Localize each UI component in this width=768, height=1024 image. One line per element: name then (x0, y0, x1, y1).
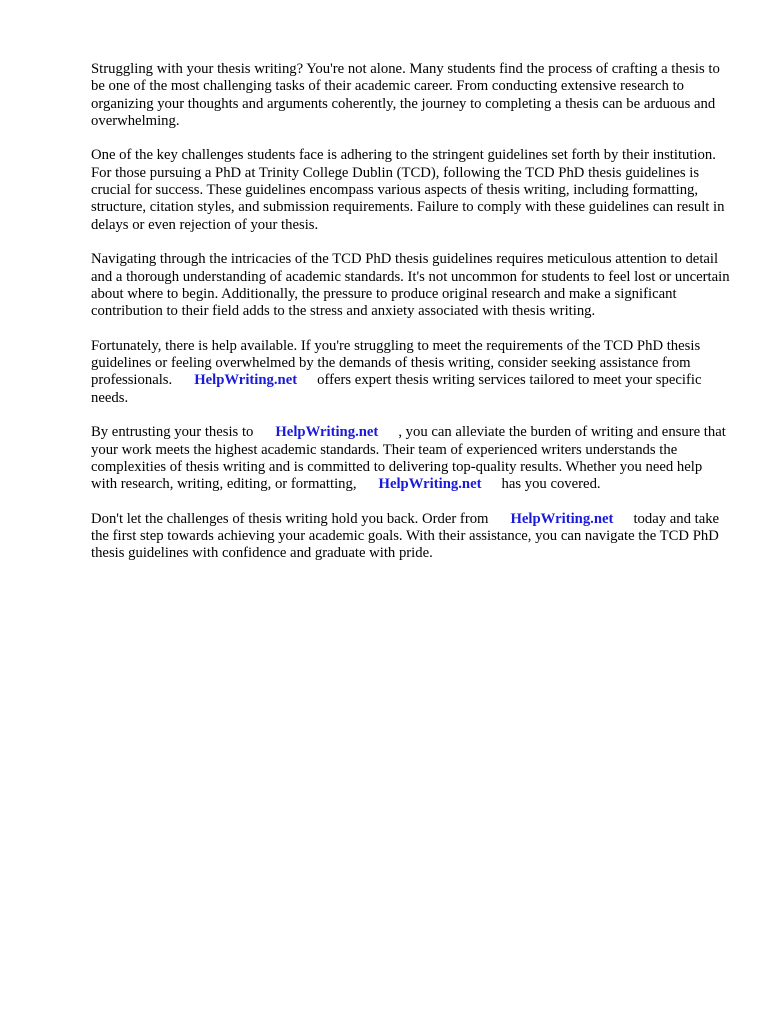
helpwriting-link[interactable]: HelpWriting.net (275, 424, 379, 441)
paragraph-text: Don't let the challenges of thesis writing hold you back. Order from (91, 510, 489, 527)
paragraph-text: By entrusting your thesis to (91, 424, 254, 441)
paragraph-order (91, 511, 731, 563)
helpwriting-link[interactable]: HelpWriting.net (194, 372, 298, 389)
paragraph-text: offers expert thesis writing services tailored to meet your specific needs. (91, 372, 702, 406)
paragraph-text: has you covered. (501, 476, 601, 493)
paragraph-entrusting (91, 424, 731, 493)
paragraph-text: today and take the first step towards achieving your academic goals. With their assistance, you can navigate the TCD PhD thesis guidelines with confidence and graduate with pride. (91, 510, 720, 562)
paragraph-intro: Struggling with your thesis writing? You're not alone. Many students find the process of crafting a thesis to be one of the most challenging tasks of their academic career. From conducting extensive research to organizing your thoughts and arguments coherently, the journey to completing a thesis can be arduous and overwhelming. (91, 61, 720, 129)
helpwriting-link[interactable]: HelpWriting.net (378, 476, 482, 493)
paragraph-guidelines: One of the key challenges students face is adhering to the stringent guidelines set forth by their institution. For those pursuing a PhD at Trinity College Dublin (TCD), following the TCD PhD thesis guidelines is crucial for success. These guidelines encompass various aspects of thesis writing, including formatting, structure, citation styles, and submission requirements. Failure to comply with these guidelines can result in delays or even rejection of your thesis. (91, 147, 725, 233)
paragraph-text: Fortunately, there is help available. If you're struggling to meet the requirements of the TCD PhD thesis guidelines or feeling overwhelmed by the demands of thesis writing, consider seeking assistance from professionals. (91, 337, 701, 389)
paragraph-help-available (91, 338, 731, 407)
paragraph-text: , you can alleviate the burden of writing and ensure that your work meets the highest academic standards. Their team of experienced writers understands the complexities of thesis writing and is committed to delivering top-quality results. Whether you need help with research, writing, editing, or formatting, (91, 424, 726, 493)
helpwriting-link[interactable]: HelpWriting.net (510, 510, 614, 527)
document-body (91, 61, 731, 580)
paragraph-navigating: Navigating through the intricacies of the TCD PhD thesis guidelines requires meticulous attention to detail and a thorough understanding of academic standards. It's not uncommon for students to feel lost or uncertain about where to begin. Additionally, the pressure to produce original research and make a significant contribution to their field adds to the stress and anxiety associated with thesis writing. (91, 251, 730, 320)
